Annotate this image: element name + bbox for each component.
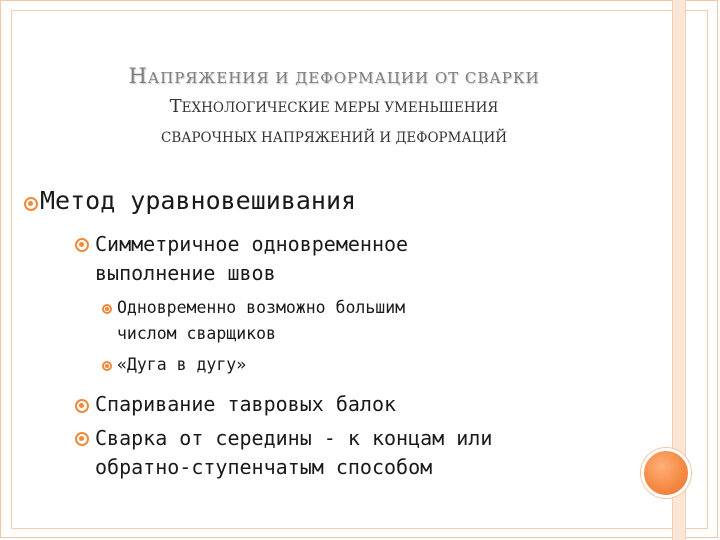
decorative-orange-circle [641,448,691,498]
bullet-level2-icon [75,399,89,413]
bullet-level1-icon [24,197,38,211]
title-initial: Н [128,64,148,88]
subitem-welders-line2: числом сварщиков [117,324,276,343]
item-symmetric-line2: выполнение швов [95,261,276,285]
item-symmetric-line1: Симметричное одновременное [95,232,409,256]
level1-heading: Метод уравновешивания [40,186,357,215]
title-rest: АПРЯЖЕНИЯ И ДЕФОРМАЦИИ ОТ СВАРКИ [147,69,540,87]
item-center-line2: обратно-ступенчатым способом [95,455,433,479]
subitem-arc-in-arc: «Дуга в дугу» [117,355,247,374]
subtitle-initial: Т [169,96,182,117]
slide-title [0,64,668,88]
bullet-level2-icon [75,238,89,252]
item-center-line1: Сварка от середины - к концам или [95,426,493,450]
subtitle-rest: ЕХНОЛОГИЧЕСКИЕ МЕРЫ УМЕНЬШЕНИЯ [181,100,499,116]
bullet-level3-icon [102,304,112,314]
bullet-level2-icon [75,432,89,446]
slide-subtitle-line1 [0,96,668,117]
item-pairing: Спаривание тавровых балок [95,392,397,416]
slide-subtitle-line2: СВАРОЧНЫХ НАПРЯЖЕНИЙ И ДЕФОРМАЦИЙ [160,130,508,146]
subitem-welders-line1: Одновременно возможно большим [117,298,406,317]
bullet-level3-icon [102,361,112,371]
